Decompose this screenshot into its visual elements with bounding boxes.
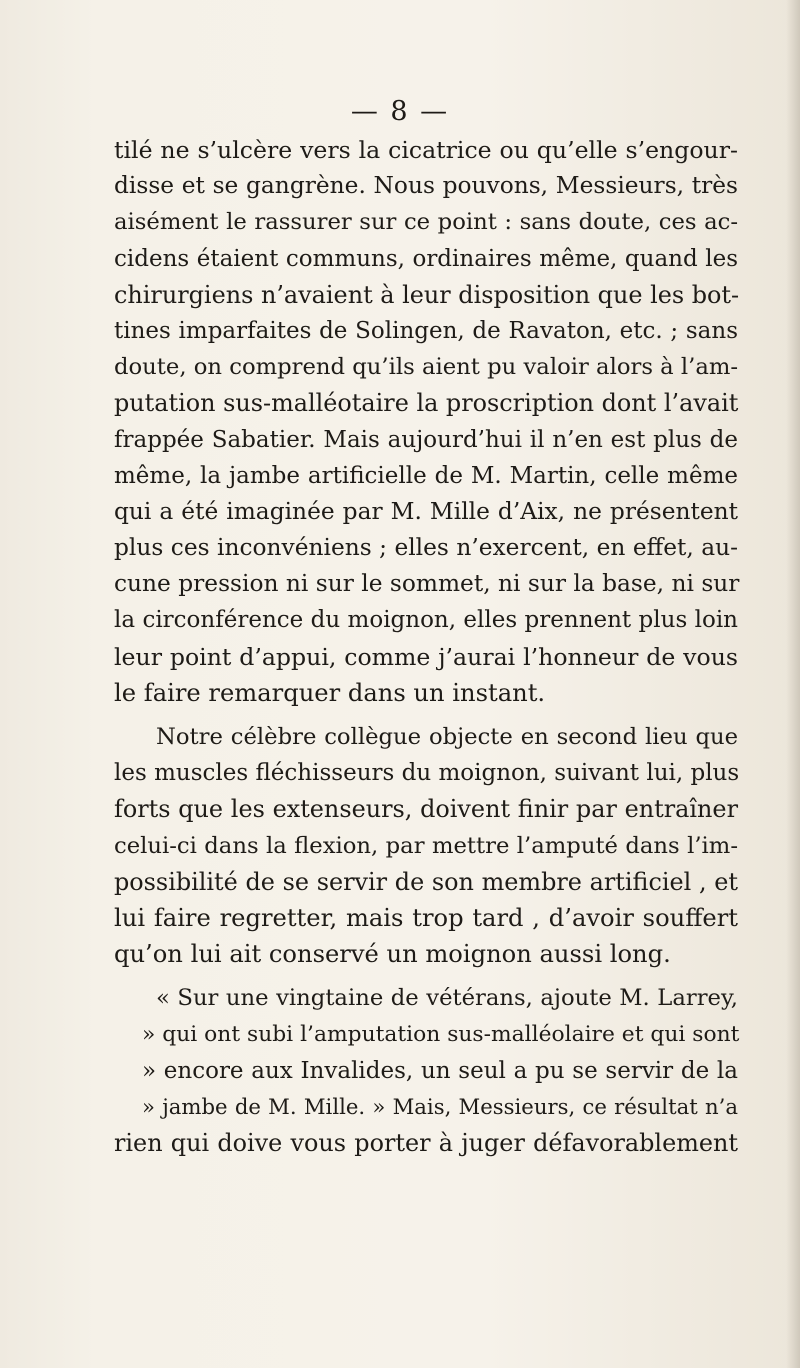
text-line: tilé ne s’ulcère vers la cicatrice ou qu’elle s’engour- — [114, 136, 738, 164]
text-line: » qui ont subi l’amputation sus-malléolaire et qui sont — [142, 1021, 740, 1047]
text-line: qu’on lui ait conservé un moignon aussi long. — [114, 940, 671, 969]
text-line: « Sur une vingtaine de vétérans, ajoute M. Larrey, — [156, 985, 738, 1012]
text-line: plus ces inconvéniens ; elles n’exercent, en effet, au- — [114, 534, 738, 562]
text-line: lui faire regretter, mais trop tard , d’avoir souffert — [114, 903, 738, 932]
page-number: — 8 — — [350, 96, 450, 127]
text-line: Notre célèbre collègue objecte en second lieu que — [156, 724, 738, 750]
body-text — [114, 132, 738, 1161]
text-line: celui-ci dans la flexion, par mettre l’amputé dans l’im- — [114, 832, 738, 859]
text-line: chirurgiens n’avaient à leur disposition que les bot- — [114, 280, 740, 309]
text-line: putation sus-malléotaire la proscription dont l’avait — [114, 389, 739, 418]
paragraph-3 — [114, 980, 738, 1161]
text-line: la circonférence du moignon, elles prennent plus loin — [114, 607, 738, 634]
text-line: tines imparfaites de Solingen, de Ravaton, etc. ; sans — [114, 317, 738, 344]
text-line: leur point d’appui, comme j’aurai l’honneur de vous — [114, 642, 738, 671]
paragraph-2 — [114, 719, 738, 972]
text-line: frappée Sabatier. Mais aujourd’hui il n’en est plus de — [114, 426, 738, 453]
text-line: forts que les extenseurs, doivent finir par entraîner — [114, 795, 738, 824]
page-edge-shadow — [786, 0, 800, 1368]
text-line: les muscles fléchisseurs du moignon, suivant lui, plus — [114, 760, 740, 787]
text-line: le faire remarquer dans un instant. — [114, 678, 546, 707]
text-line: même, la jambe artificielle de M. Martin, celle même — [114, 462, 738, 489]
paragraph-1 — [114, 132, 738, 711]
text-line: » encore aux Invalides, un seul a pu se servir de la — [142, 1057, 738, 1084]
text-line: » jambe de M. Mille. » Mais, Messieurs, ce résultat n’a — [142, 1093, 738, 1119]
text-line: aisément le rassurer sur ce point : sans doute, ces ac- — [114, 209, 738, 236]
text-line: cune pression ni sur le sommet, ni sur la base, ni sur — [114, 570, 740, 598]
text-line: doute, on comprend qu’ils aient pu valoir alors à l’am- — [114, 354, 739, 381]
text-line: cidens étaient communs, ordinaires même, quand les — [114, 245, 738, 272]
text-line: qui a été imaginée par M. Mille d’Aix, ne présentent — [114, 497, 738, 525]
text-line: disse et se gangrène. Nous pouvons, Messieurs, très — [114, 172, 738, 200]
text-line: possibilité de se servir de son membre artificiel , et — [114, 867, 738, 896]
paragraph-gap — [114, 711, 738, 719]
text-line: rien qui doive vous porter à juger défavorablement — [114, 1129, 738, 1158]
paragraph-gap — [114, 972, 738, 980]
